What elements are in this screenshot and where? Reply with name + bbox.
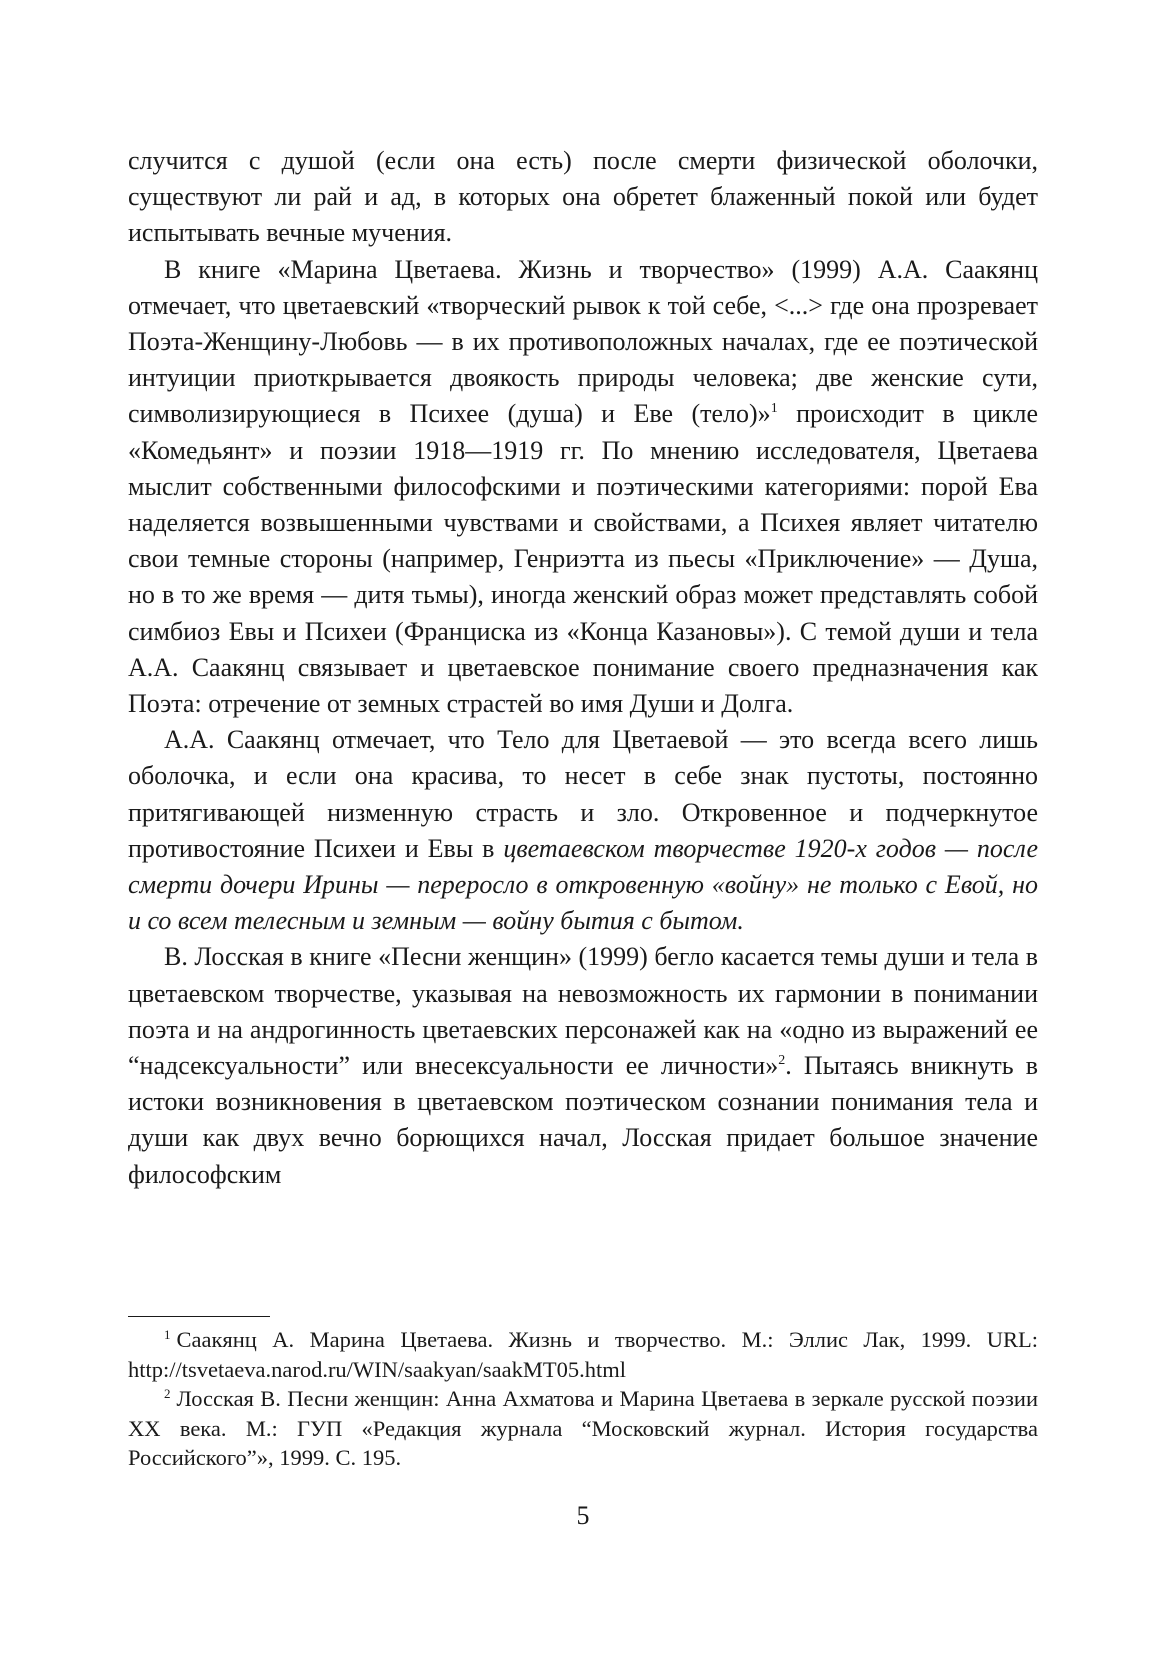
footnotes bbox=[128, 1325, 1038, 1473]
paragraph-1-text: случится с душой (если она есть) после смерти физической оболочки, существуют ли рай и ад, в которых она обретет блаженный покой или будет испытывать вечные мучения. bbox=[128, 146, 1038, 248]
footnote-divider bbox=[128, 1316, 270, 1317]
paragraph-4-text-b: . Пытаясь вникнуть в истоки возникновения в цветаевском поэтическом сознании понимания тела и души как двух вечно борющихся начал, Лосская придает большое значение философским bbox=[128, 1051, 1039, 1189]
paragraph-4 bbox=[128, 939, 1038, 1192]
page-body bbox=[128, 143, 1038, 1193]
footnote-ref-1: 1 bbox=[770, 401, 778, 417]
page-number: 5 bbox=[576, 1501, 590, 1530]
footnote-1 bbox=[128, 1325, 1038, 1384]
paragraph-3-text-a: А.А. Саакянц отмечает, что Тело для Цветаевой — это всегда всего лишь оболочка, и если она красива, то несет в себе знак пустоты, постоянно притягивающей низменную страсть и зло. Откровенное и подчеркнутое противостояние Психеи и Евы в bbox=[128, 725, 1038, 863]
footnote-2 bbox=[128, 1384, 1038, 1473]
paragraph-3 bbox=[128, 722, 1038, 939]
paragraph-2-text-a: В книге «Марина Цветаева. Жизнь и творчество» (1999) А.А. Саакянц отмечает, что цветаевский «творческий рывок к той себе, <...> где она прозревает Поэта-Женщину-Любовь — в их противоположных началах, где ее поэтической интуиции приоткрывается двоякость природы человека; две женские сути, символизирующиеся в Психее (душа) и Еве (тело)» bbox=[128, 254, 1038, 429]
paragraph-2 bbox=[128, 252, 1038, 723]
footnote-2-text: Лосская В. Песни женщин: Анна Ахматова и Марина Цветаева в зеркале русской поэзии XX века. М.: ГУП «Редакция журнала “Московский журнал. История государства Российского”», 1999. С. 195. bbox=[128, 1386, 1038, 1470]
paragraph-4-text-a: В. Лосская в книге «Песни женщин» (1999) бегло касается темы души и тела в цветаевском творчестве, указывая на невозможность их гармонии в понимании поэта и на андрогинность цветаевских персонажей как на «одно из выражений ее “надсексуальности” или внесексуальности ее личности» bbox=[128, 942, 1038, 1081]
paragraph-3-italic-text: цветаевском творчестве 1920-х годов — после смерти дочери Ирины — переросло в откровенную «войну» не только с Евой, но и со всем телесным и земным — войну бытия с бытом. bbox=[128, 833, 1038, 936]
footnote-1-number: 1 bbox=[164, 1327, 171, 1342]
paragraph-1 bbox=[128, 143, 1038, 252]
footnote-2-number: 2 bbox=[164, 1386, 171, 1401]
paragraph-2-text-b: происходит в цикле «Комедьянт» и поэзии 1918—1919 гг. По мнению исследователя, Цветаева мыслит собственными философскими и поэтическими категориями: порой Ева наделяется возвышенными чувствами и свойствами, а Психея являет читателю свои темные стороны (например, Генриэтта из пьесы «Приключение» — Душа, но в то же время — дитя тьмы), иногда женский образ может представлять собой симбиоз Евы и Психеи (Франциска из «Конца Казановы»). С темой души и тела А.А. Саакянц связывает и цветаевское понимание своего предназначения как Поэта: отречение от земных страстей во имя Души и Долга. bbox=[128, 399, 1039, 719]
footnote-ref-2: 2 bbox=[778, 1053, 786, 1069]
footnote-1-text: Саакянц А. Марина Цветаева. Жизнь и творчество. М.: Эллис Лак, 1999. URL: http://tsvetaeva.narod.ru/WIN/saakyan/saakMT05.html bbox=[128, 1327, 1038, 1382]
